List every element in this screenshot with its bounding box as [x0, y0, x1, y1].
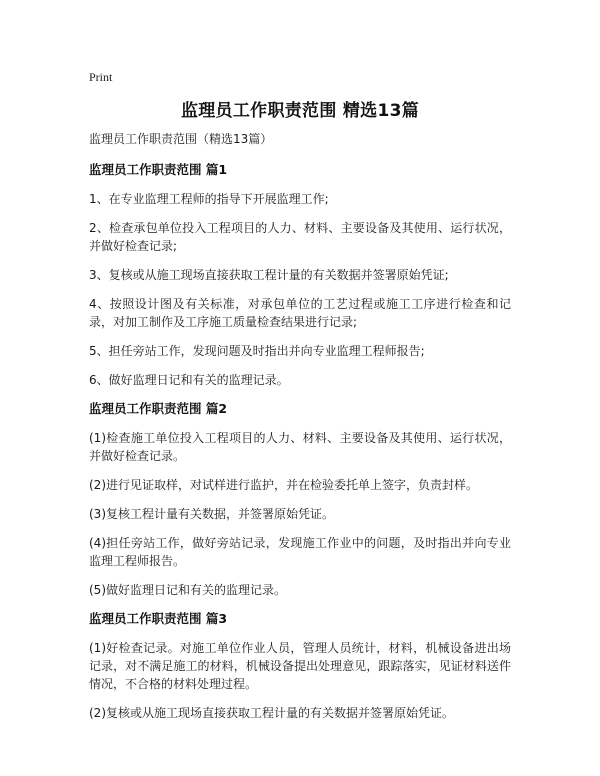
section-1 [89, 161, 511, 389]
paragraph: (2)复核或从施工现场直接获取工程计量的有关数据并签署原始凭证。 [89, 706, 455, 720]
paragraph: 2、检查承包单位投入工程项目的人力、材料、主要设备及其使用、运行状况，并做好检查记录; [89, 221, 511, 253]
section-2 [89, 400, 511, 599]
section-heading: 监理员工作职责范围 篇3 [89, 611, 228, 626]
section-3 [89, 610, 511, 722]
paragraph: (3)复核工程计量有关数据，并签署原始凭证。 [89, 507, 334, 521]
page-title: 监理员工作职责范围 精选13篇 [180, 101, 420, 121]
document-subtitle: 监理员工作职责范围（精选13篇） [89, 132, 273, 146]
paragraph: (1)好检查记录。对施工单位作业人员，管理人员统计，材料，机械设备进出场记录，对不满足施工的材料，机械设备提出处理意见，跟踪落实，见证材料送件情况，不合格的材料处理过程。 [89, 641, 511, 691]
paragraph: (2)进行见证取样，对试样进行监护，并在检验委托单上签字，负责封样。 [89, 478, 479, 492]
paragraph: (4)担任旁站工作，做好旁站记录，发现施工作业中的问题，及时指出并向专业监理工程师报告。 [89, 536, 511, 568]
document-body [89, 130, 511, 733]
paragraph: 6、做好监理日记和有关的监理记录。 [89, 373, 289, 387]
paragraph: 1、在专业监理工程师的指导下开展监理工作; [89, 192, 329, 206]
paragraph: (1)检查施工单位投入工程项目的人力、材料、主要设备及其使用、运行状况，并做好检查记录。 [89, 431, 511, 463]
paragraph: 4、按照设计图及有关标准，对承包单位的工艺过程或施工工序进行检查和记录，对加工制作及工序施工质量检查结果进行记录; [89, 297, 511, 329]
paragraph: 3、复核或从施工现场直接获取工程计量的有关数据并签署原始凭证; [89, 268, 449, 282]
paragraph: 5、担任旁站工作，发现问题及时指出并向专业监理工程师报告; [89, 344, 425, 358]
section-heading: 监理员工作职责范围 篇2 [89, 401, 228, 416]
paragraph: (5)做好监理日记和有关的监理记录。 [89, 583, 286, 597]
print-label: Print [89, 70, 113, 84]
section-heading: 监理员工作职责范围 篇1 [89, 162, 228, 177]
